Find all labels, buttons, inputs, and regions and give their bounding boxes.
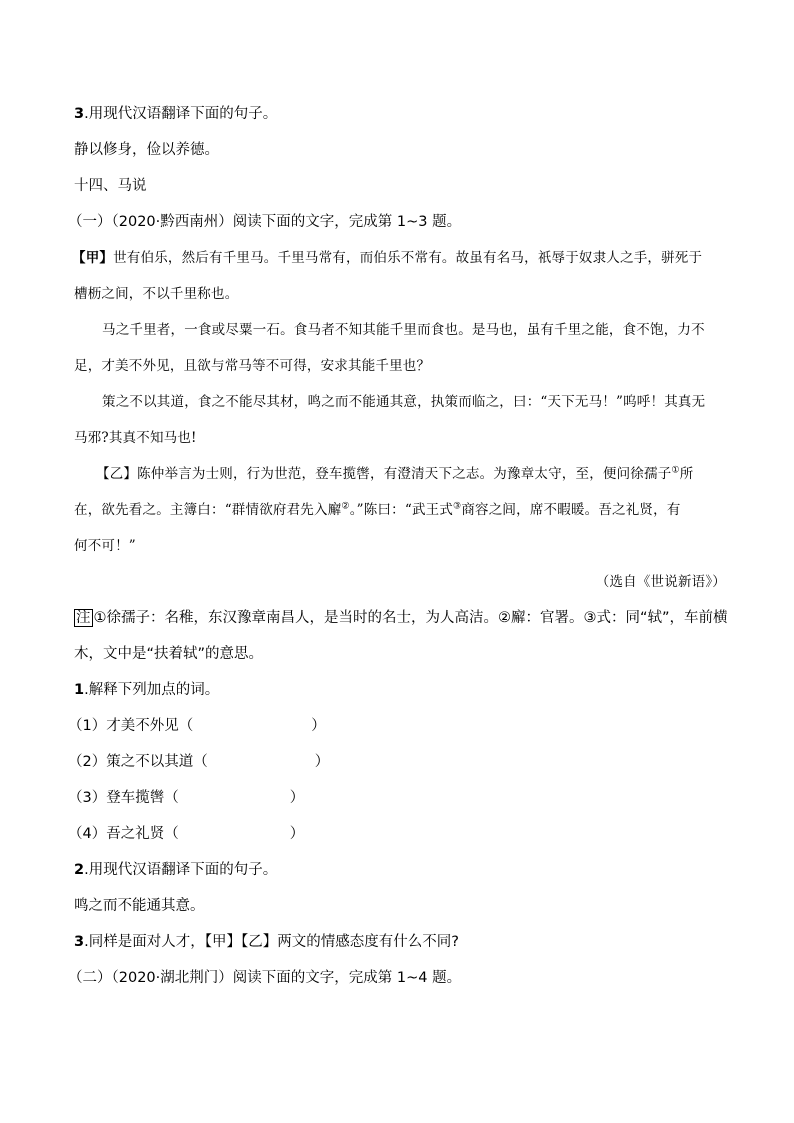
question-text: .用现代汉语翻译下面的句子。	[84, 862, 278, 878]
part-1-intro: （一）（2020·黔西南州）阅读下面的文字，完成第 1~3 题。	[68, 214, 462, 230]
sentence-to-translate: 静以修身，俭以养德。	[74, 142, 219, 158]
passage-yi-line	[96, 464, 693, 484]
source-citation: （选自《世说新语》）	[595, 574, 726, 590]
passage-jia-line: 策之不以其道，食之不能尽其材，鸣之而不能通其意，执策而临之，曰：“天下无马！”呜呼！其真无	[102, 394, 706, 410]
question-text: .用现代汉语翻译下面的句子。	[84, 106, 278, 122]
passage-text: 商容之闾，席不暇暖。吾之礼贤，有	[461, 502, 681, 518]
item-label: （2）策之不以其道（	[68, 754, 208, 770]
question-number: 1	[74, 682, 85, 698]
passage-yi-line: 何不可！”	[74, 538, 136, 554]
passage-text: 所	[679, 466, 694, 482]
part-2-intro: （二）（2020·湖北荆门）阅读下面的文字，完成第 1~4 题。	[68, 970, 462, 986]
item-close: ）	[289, 826, 305, 842]
passage-text: 在，欲先看之。主簿白：“群情欲府君先入廨	[74, 502, 342, 518]
passage-jia-line: 足，才美不外见，且欲与常马等不可得，安求其能千里也？	[74, 358, 431, 374]
sentence-to-translate: 鸣之而不能通其意。	[74, 898, 205, 914]
blank-item	[68, 788, 304, 808]
blank-item	[68, 824, 304, 844]
item-label: （1）才美不外见（	[68, 718, 194, 734]
question-number: 3	[74, 934, 85, 950]
passage-text: 世有伯乐，然后有千里马。千里马常有，而伯乐不常有。故虽有名马，祇辱于奴隶人之手，骈死于	[113, 250, 703, 266]
question-number: 2	[74, 862, 85, 878]
item-label: （3）登车揽辔（	[68, 790, 179, 806]
section-title: 十四、马说	[74, 178, 147, 194]
item-close: ）	[311, 718, 326, 734]
question-3-compare	[74, 932, 459, 952]
question-text: .同样是面对人才，	[84, 934, 205, 950]
annotation-note: 木，文中是“扶着轼”的意思。	[74, 646, 264, 662]
passage-text: 。”陈曰：“武王式	[349, 502, 454, 518]
passage-label-jia: 【甲】	[72, 250, 114, 266]
note-text: ①徐孺子：名稚，东汉豫章南昌人，是当时的名士，为人高洁。②廨：官署。③式：同“轼”，车前横	[93, 610, 728, 626]
question-1	[74, 680, 219, 700]
footnote-marker: ②	[341, 501, 350, 512]
passage-jia-line: 马邪?其真不知马也!	[74, 430, 197, 446]
footnote-marker: ①	[671, 465, 680, 476]
passage-yi-line	[74, 500, 681, 520]
item-close: ）	[314, 754, 330, 770]
question-text: .解释下列加点的词。	[84, 682, 220, 698]
note-mark: 注	[76, 610, 91, 626]
annotation-note	[74, 608, 728, 628]
passage-labels: 【甲】【乙】	[204, 934, 278, 950]
question-text: 两文的情感态度有什么不同?	[277, 934, 459, 950]
passage-text: 【乙】陈仲举言为士则，行为世范，登车揽辔，有澄清天下之志。为豫章太守，至，便问徐孺子	[96, 466, 672, 482]
passage-jia-line: 槽枥之间，不以千里称也。	[74, 286, 239, 302]
passage-jia-line	[72, 248, 702, 268]
blank-item	[68, 716, 326, 736]
blank-item	[68, 752, 329, 772]
item-close: ）	[289, 790, 305, 806]
item-label: （4）吾之礼贤（	[68, 826, 179, 842]
question-3-translate	[74, 104, 277, 124]
question-number: 3	[74, 106, 85, 122]
footnote-marker: ③	[453, 501, 462, 512]
question-2	[74, 860, 277, 880]
passage-jia-line: 马之千里者，一食或尽粟一石。食马者不知其能千里而食也。是马也，虽有千里之能，食不饱，力不	[102, 322, 705, 338]
